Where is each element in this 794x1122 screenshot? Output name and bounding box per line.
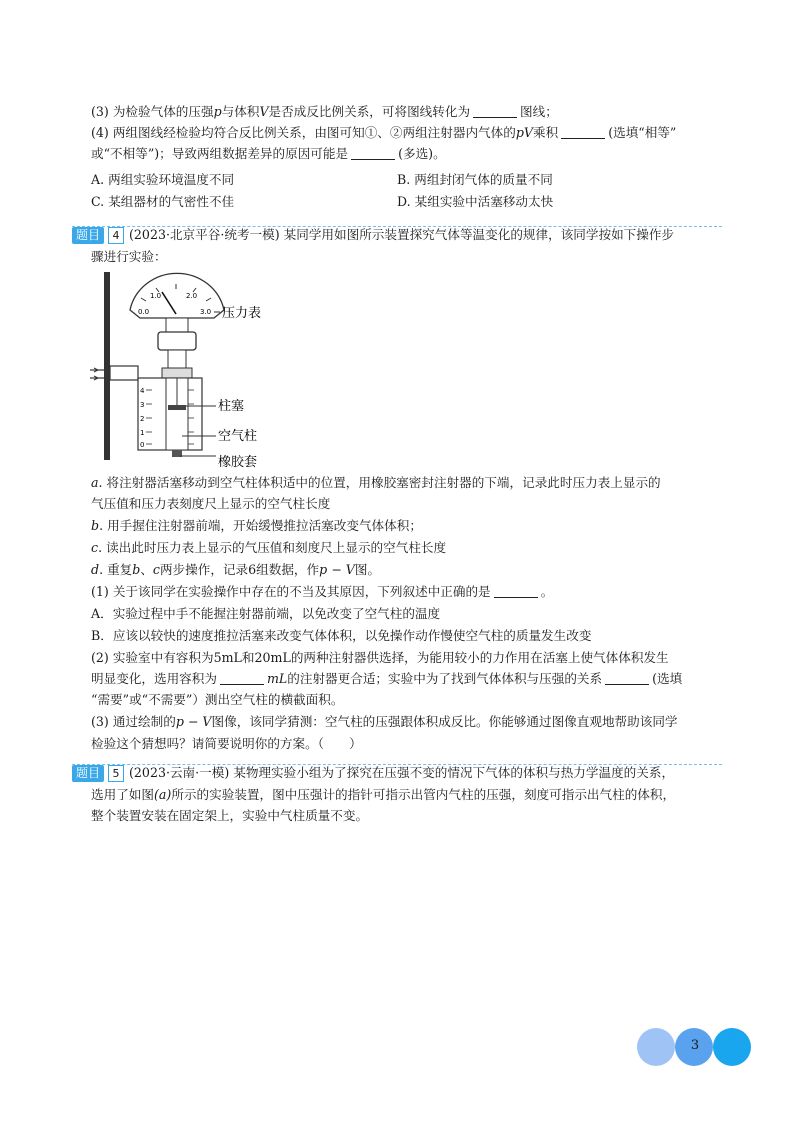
step-b-line [91,517,422,535]
sub-question-1-end: 。 [540,584,554,599]
q4-var-pv: pV [515,125,534,140]
scale-tick: 4 [140,387,145,395]
q3-var-p: p [213,104,222,119]
unit-ml: mL [266,671,288,686]
sub-question-3-text-a: (3) 通过绘制的 [91,714,176,729]
answer-blank[interactable] [351,147,395,160]
step-d-line [91,561,380,579]
scale-tick: 3 [140,401,145,409]
step-d-var-c: c [152,562,160,577]
q5-fig-a: (a) [153,787,172,802]
sub-question-3-line-1 [91,713,678,731]
sub-question-1-text: (1) 关于该同学在实验操作中存在的不当及其原因，下列叙述中正确的是 [91,584,491,599]
sub-question-2-line-2 [91,670,682,688]
q4-line-2 [91,145,446,163]
q5-text-a: 选用了如图 [91,787,154,802]
q4-text-b: 乘积 [533,125,559,140]
q3-line [91,103,558,121]
dial-tick: 1.0 [150,292,162,300]
apparatus-diagram [86,270,286,470]
answer-blank[interactable] [494,585,538,598]
stand-rod [104,272,110,460]
sub-question-3-text-b: 图像，该同学猜测：空气柱的压强跟体积成反比。你能够通过图像直观地帮助该同学 [211,714,678,729]
scale-tick: 2 [140,415,145,423]
step-a-line-1 [91,474,661,492]
plunger-label: 柱塞 [218,399,245,414]
step-d-sep: 、 [140,562,153,577]
q4-intro-1: (2023·北京平谷·统考一模) 某同学用如图所示装置探究气体等温变化的规律，该同学按如下操作步 [129,227,675,242]
q5-line-2 [91,786,675,804]
air-column-label: 空气柱 [218,429,258,444]
step-d-text-b: 两步操作，记录6组数据，作 [159,562,320,577]
q3-var-v: V [259,104,269,119]
dial-tick: 2.0 [186,292,198,300]
question-tag: 题目 [72,765,104,782]
q4-line-1 [91,124,676,142]
q3-text-c: 是否成反比例关系，可将图线转化为 [268,104,471,119]
answer-blank[interactable] [220,672,264,685]
sub-question-3-line-2: 检验这个猜想吗？请简要说明你的方案。（ ） [91,736,362,751]
q3-text-end: 图线； [520,104,558,119]
answer-blank[interactable] [473,105,517,118]
step-c-text: . 读出此时压力表上显示的气压值和刻度尺上显示的空气柱长度 [98,540,447,555]
rubber-label: 橡胶套 [218,455,258,470]
sub-question-2-line-3: “需要”或“不需要”）测出空气柱的横截面积。 [91,692,344,707]
step-a-letter: a [91,475,99,490]
dial-tick: 3.0 [200,308,212,316]
sub-question-2-text-b: 的注射器更合适；实验中为了找到气体体积与压强的关系 [287,671,603,686]
sub-question-2-line-1: (2) 实验室中有容积为5mL和20mL的两种注射器供选择，为能用较小的力作用在活塞上使气体体积发生 [91,650,669,665]
step-d-text-end: 图。 [354,562,381,577]
q5-line-1: (2023·云南·一模) 某物理实验小组为了探究在压强不变的情况下气体的体积与热力学温度的关系， [129,765,675,780]
sub-question-2-text-a: 明显变化，选用容积为 [91,671,217,686]
step-d-var-b: b [132,562,141,577]
q4-text-end: (选填“相等” [608,125,677,140]
step-a-text: . 将注射器活塞移动到空气柱体积适中的位置，用橡胶塞密封注射器的下端，记录此时压力表上显示的 [98,475,661,490]
option-b: B. 两组封闭气体的质量不同 [397,172,553,187]
option-a: A. 两组实验环境温度不同 [91,172,235,187]
step-d-pv: p − V [319,562,355,577]
step-d-text-a: . 重复 [99,562,133,577]
clamp [110,366,138,380]
q4-intro-2: 骤进行实验： [91,249,167,264]
sub-question-2-text-c: (选填 [652,671,683,686]
sub-question-1-option-a: A．实验过程中手不能握注射器前端，以免改变了空气柱的温度 [91,606,441,621]
option-c: C. 某组器材的气密性不佳 [91,194,235,209]
plunger [168,405,186,410]
step-c-letter: c [91,540,99,555]
dial-tick: 0.0 [138,308,150,316]
gauge-label: 压力表 [222,306,262,321]
answer-blank[interactable] [561,126,605,139]
decor-circle [637,1028,675,1066]
q4-text-d: (多选)。 [398,146,446,161]
q3-text-a: (3) 为检验气体的压强 [91,104,214,119]
sub-question-1 [91,583,553,601]
sub-question-3-pv: p − V [175,714,212,729]
step-b-letter: b [91,518,100,533]
q4-text-c: 或“不相等”)；导致两组数据差异的原因可能是 [91,146,349,161]
step-a-line-2: 气压值和压力表刻度尺上显示的空气柱长度 [91,496,331,511]
scale-tick: 1 [140,429,145,437]
q3-text-b: 与体积 [221,104,260,119]
question-tag: 题目 [72,227,104,244]
question-number: 4 [108,227,124,244]
q5-text-b: 所示的实验装置，图中压强计的指针可指示出管内气柱的压强，刻度可指示出气柱的体积， [171,787,676,802]
option-d: D. 某组实验中活塞移动太快 [397,194,554,209]
sub-question-1-option-b: B．应该以较快的速度推拉活塞来改变气体体积，以免操作动作慢使空气柱的质量发生改变 [91,628,592,643]
q5-line-3: 整个装置安装在固定架上，实验中气柱质量不变。 [91,808,369,823]
q4-text-a: (4) 两组图线经检验均符合反比例关系，由图可知①、②两组注射器内气体的 [91,125,516,140]
decor-circle [713,1028,751,1066]
step-b-text: . 用手握住注射器前端，开始缓慢推拉活塞改变气体体积； [99,518,422,533]
step-c-line [91,539,446,557]
page-number: 3 [690,1038,700,1053]
scale-tick: 0 [140,441,145,449]
answer-blank[interactable] [605,672,649,685]
step-d-letter: d [91,562,100,577]
question-number: 5 [108,765,124,782]
